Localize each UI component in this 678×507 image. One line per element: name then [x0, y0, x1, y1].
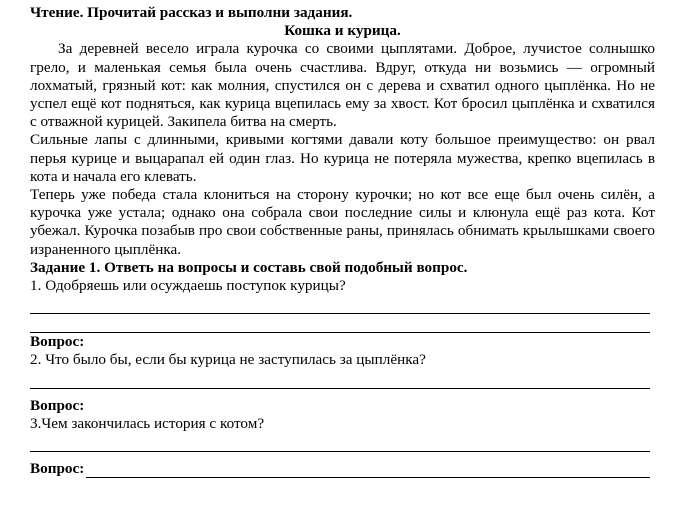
answer-line-2[interactable] — [30, 370, 650, 389]
question-label-3: Вопрос: — [30, 460, 85, 478]
question-label-2: Вопрос: — [30, 396, 85, 414]
own-question-line[interactable] — [86, 462, 650, 478]
question-2: 2. Что было бы, если бы курица не заступилась за цыплёнка? — [30, 351, 426, 369]
worksheet-title: Чтение. Прочитай рассказ и выполни задания. — [30, 4, 353, 21]
question-1: 1. Одобряешь или осуждаешь поступок курицы? — [30, 277, 346, 295]
question-3: 3.Чем закончилась история с котом? — [30, 414, 265, 432]
question-label-1: Вопрос: — [30, 333, 85, 351]
story-text — [30, 40, 655, 258]
story-paragraph-3: Теперь уже победа стала клониться на сторону курочки; но кот все еще был очень силён, а курочка уже устала; однако она собрала свои последние силы и клюнула ещё раз кота. Кот убежал. Курочка позабыв про свои собственные раны, принялась обнимать крылышками своего израненного цыплёнка. — [30, 186, 655, 258]
answer-line-1a[interactable] — [30, 295, 650, 314]
story-paragraph-1: За деревней весело играла курочка со своими цыплятами. Доброе, лучистое солнышко грело, и маленькая семья была очень счастлива. Вдруг, откуда ни возьмись — огромный лохматый, грязный кот: как молния, спустился он с дерева и схватил одного цыплёнка. Но не успел ещё кот подняться, как курица вцепилась ему за хвост. Кот бросил цыплёнка и схватился с отважной курицей. Закипела битва на смерть. — [30, 40, 655, 131]
answer-line-3[interactable] — [30, 433, 650, 452]
own-question-row — [30, 460, 655, 478]
task-title: Задание 1. Ответь на вопросы и составь свой подобный вопрос. — [30, 258, 468, 276]
worksheet — [30, 4, 655, 478]
answer-line-1b[interactable] — [30, 314, 650, 333]
story-title: Кошка и курица. — [284, 22, 401, 40]
story-paragraph-2: Сильные лапы с длинными, кривыми когтями давали коту большое преимущество: он рвал перья курице и выцарапал ей один глаз. Но курица не потеряла мужества, крепко вцепилась в кота и начала его клевать. — [30, 131, 655, 185]
